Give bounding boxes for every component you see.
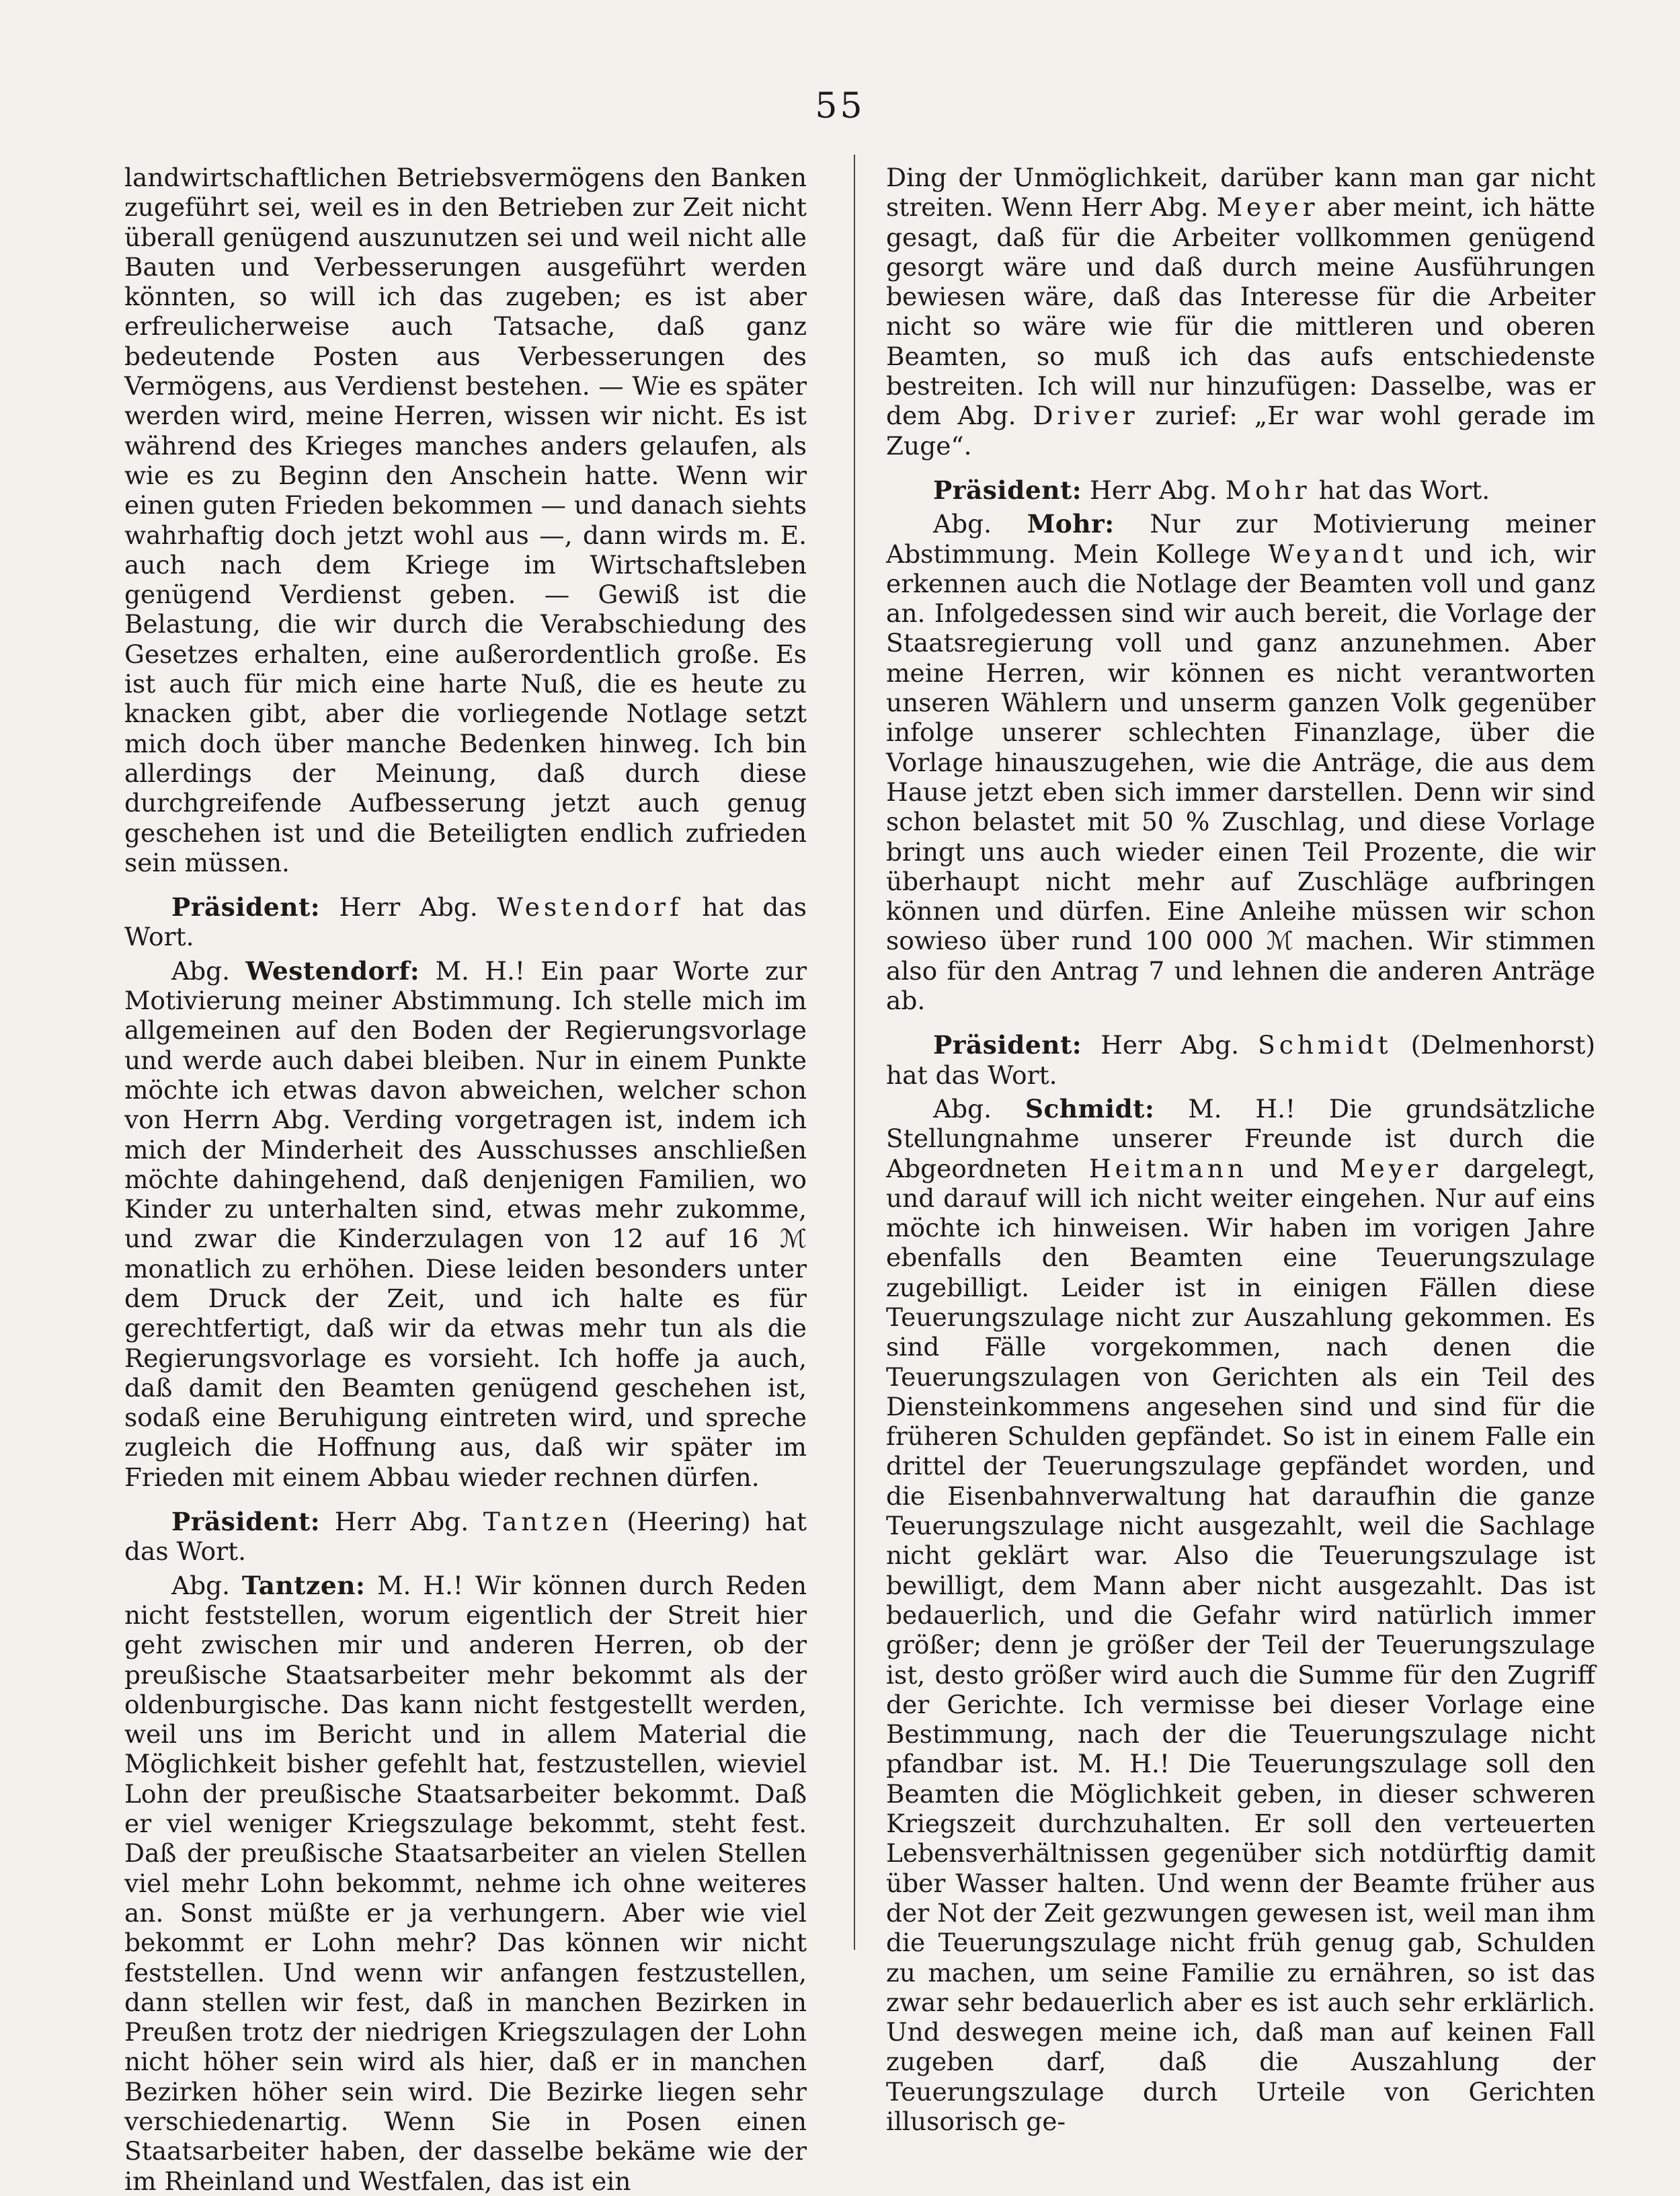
president-heading (886, 475, 1595, 505)
person-name: Meyer (1340, 1153, 1442, 1183)
speech-text: zurief: „Er war wohl gerade im Zuge“. (886, 401, 1595, 461)
abg-prefix: Abg. (171, 955, 231, 986)
heading-text: Herr Abg. (339, 892, 478, 923)
person-name: Heitmann (1088, 1153, 1248, 1183)
speaker-label: Präsident: (933, 475, 1082, 505)
abg-prefix: Abg. (933, 509, 992, 539)
right-column (886, 163, 1595, 2136)
heading-text: hat das Wort. (124, 892, 807, 952)
column-divider (854, 155, 855, 1950)
speaker-name: Westendorf (497, 892, 683, 923)
speech-text: aber meint, ich hätte gesagt, daß für die Arbeiter vollkommen genügend gesorgt wäre und daß durch meine Ausführungen bewiesen wäre, daß das Interesse für die Arbeiter nicht so wäre wie für die mittleren und oberen Beamten, so muß ich das aufs entschiedenste bestreiten. Ich will nur hinzufügen: Dasselbe, was er dem Abg. (886, 192, 1595, 431)
speech-text: M. H.! Wir können durch Reden nicht feststellen, worum eigentlich der Streit hier geht zwischen mir und anderen Herren, ob der preußische Staatsarbeiter mehr bekommt als der oldenburgische. Das kann nicht festgestellt werden, weil uns im Bericht und in allem Material die Möglichkeit bisher gefehlt hat, festzustellen, wieviel Lohn der preußische Staatsarbeiter bekommt. Daß er viel weniger Kriegszulage bekommt, steht fest. Daß der preußische Staatsarbeiter an vielen Stellen viel mehr Lohn bekommt, nehme ich ohne weiteres an. Sonst müßte er ja verhungern. Aber wie viel bekommt er Lohn mehr? Das können wir nicht feststellen. Und wenn wir anfangen festzustellen, dann stellen wir fest, daß in manchen Bezirken in Preußen trotz der niedrigen Kriegszulagen der Lohn nicht höher sein wird als hier, daß er in manchen Bezirken höher sein wird. Die Bezirke liegen sehr verschiedenartig. Wenn Sie in Posen einen Staatsarbeiter haben, der dasselbe bekäme wie der im Rheinland und Westfalen, das ist ein (124, 1570, 807, 2196)
person-name: Meyer (1216, 192, 1319, 223)
speech-text: M. H.! Ein paar Worte zur Motivierung meiner Abstimmung. Ich stelle mich im allgemeinen auf den Boden der Regierungsvorlage und werde auch dabei bleiben. Nur in einem Punkte möchte ich etwas davon abweichen, welcher schon von Herrn Abg. Verding vorgetragen ist, indem ich mich der Minderheit des Ausschusses anschließen möchte dahingehend, daß denjenigen Familien, wo Kinder zu unterhalten sind, etwas mehr zukomme, und zwar die Kinderzulagen von 12 auf 16 ℳ monatlich zu erhöhen. Diese leiden besonders unter dem Druck der Zeit, und ich halte es für gerechtfertigt, daß wir da etwas mehr tun als die Regierungsvorlage es vorsieht. Ich hoffe ja auch, daß damit den Beamten genügend geschehen ist, sodaß eine Beruhigung eintreten wird, und spreche zugleich die Hoffnung aus, daß wir später im Frieden mit einem Abbau wieder rechnen dürfen. (124, 955, 807, 1492)
paragraph-continuation (886, 163, 1595, 461)
speech-text: und (1269, 1153, 1318, 1183)
heading-text: hat das Wort. (1318, 475, 1490, 505)
speech-westendorf (124, 956, 807, 1492)
speaker-label: Präsident: (933, 1030, 1082, 1060)
heading-text: Herr Abg. (1101, 1030, 1240, 1060)
speech-text: Nur zur Motivierung meiner Abstimmung. Mein Kollege (886, 509, 1596, 569)
heading-text: Herr Abg. (1090, 475, 1217, 505)
person-name: Driver (1033, 401, 1139, 431)
speaker-name: Mohr (1225, 475, 1311, 505)
speech-text: M. H.! Die grundsätzliche Stellungnahme unserer Freunde ist durch die Abgeordneten (886, 1093, 1595, 1183)
paragraph-continuation: landwirtschaftlichen Betriebsvermögens den Banken zugeführt sei, weil es in den Betrieben zur Zeit nicht überall genügend auszunutzen sei und weil nicht alle Bauten und Verbesserungen ausgeführt werden könnten, so will ich das zugeben; es ist aber erfreulicherweise auch Tatsache, daß ganz bedeutende Posten aus Verbesserungen des Vermögens, aus Verdienst bestehen. — Wie es später werden wird, meine Herren, wissen wir nicht. Es ist während des Krieges manches anders gelaufen, als wie es zu Beginn den Anschein hatte. Wenn wir einen guten Frieden bekommen — und danach siehts wahrhaftig doch jetzt wohl aus —, dann wirds m. E. auch nach dem Kriege im Wirtschaftsleben genügend Verdienst geben. — Gewiß ist die Belastung, die wir durch die Verabschiedung des Gesetzes erhalten, eine außerordentlich große. Es ist auch für mich eine harte Nuß, die es heute zu knacken gibt, aber die vorliegende Notlage setzt mich doch über manche Bedenken hinweg. Ich bin allerdings der Meinung, daß durch diese durchgreifende Aufbesserung jetzt auch genug geschehen ist und die Beteiligten endlich zufrieden sein müssen. (124, 163, 807, 877)
speaker-label: Schmidt: (1025, 1093, 1155, 1124)
president-heading (886, 1030, 1595, 1090)
speaker-label: Tantzen: (241, 1570, 366, 1600)
speaker-name: Schmidt (1258, 1030, 1392, 1060)
speaker-label: Präsident: (171, 1507, 321, 1537)
speech-text: Ding der Unmöglichkeit, darüber kann man gar nicht streiten. Wenn Herr Abg. (886, 163, 1595, 223)
heading-text: Herr Abg. (334, 1507, 469, 1537)
president-heading (124, 1507, 807, 1567)
speaker-label: Präsident: (171, 892, 321, 923)
abg-prefix: Abg. (933, 1093, 992, 1124)
left-column (124, 163, 807, 2196)
heading-text: (Heering) hat das Wort. (124, 1507, 807, 1567)
speech-text: und ich, wir erkennen auch die Notlage der Beamten voll und ganz an. Infolgedessen sind wir auch bereit, die Vorlage der Staatsregierung voll und ganz anzunehmen. Aber meine Herren, wir können es nicht verantworten unseren Wählern und unserm ganzen Volk gegenüber infolge unserer schlechten Finanzlage, über die Vorlage hinauszugehen, wie die Anträge, die aus dem Hause jetzt eben sich immer darstellen. Denn wir sind schon belastet mit 50 % Zuschlag, und diese Vorlage bringt uns auch wieder einen Teil Prozente, die wir überhaupt nicht mehr auf Zuschläge aufbringen können und dürfen. Eine Anleihe müssen wir schon sowieso über rund 100 000 ℳ machen. Wir stimmen also für den Antrag 7 und lehnen die anderen Anträge ab. (886, 539, 1596, 1016)
speech-mohr (886, 509, 1595, 1015)
heading-text: (Delmenhorst) hat das Wort. (886, 1030, 1596, 1090)
speech-schmidt (886, 1094, 1595, 2136)
speaker-label: Mohr: (1027, 509, 1115, 539)
abg-prefix: Abg. (171, 1570, 231, 1600)
speaker-label: Westendorf: (245, 955, 420, 986)
speaker-name: Tantzen (483, 1507, 612, 1537)
person-name: Weyandt (1268, 539, 1407, 569)
speech-tantzen (124, 1571, 807, 2196)
speech-text: dargelegt, und darauf will ich nicht weiter eingehen. Nur auf eins möchte ich hinweisen. Wir haben im vorigen Jahre ebenfalls den Beamten eine Teuerungszulage zugebilligt. Leider ist in einigen Fällen diese Teuerungszulage nicht zur Auszahlung gekommen. Es sind Fälle vorgekommen, nach denen die Teuerungszulagen von Gerichten als ein Teil des Diensteinkommens angesehen sind und sind für die früheren Schulden gepfändet. So ist in einem Falle ein drittel der Teuerungszulage gepfändet worden, und die Eisenbahnverwaltung hat daraufhin die ganze Teuerungszulage nicht ausgezahlt, weil die Sachlage nicht geklärt war. Also die Teuerungszulage ist bewilligt, dem Mann aber nicht ausgezahlt. Das ist bedauerlich, und die Gefahr wird natürlich immer größer; denn je größer der Teil der Teuerungszulage ist, desto größer wird auch die Summe für den Zugriff der Gerichte. Ich vermisse bei dieser Vorlage eine Bestimmung, nach der die Teuerungszulage nicht pfandbar ist. M. H.! Die Teuerungszulage soll den Beamten die Möglichkeit geben, in dieser schweren Kriegszeit durchzuhalten. Er soll den verteuerten Lebensverhältnissen gegenüber sich notdürftig damit über Wasser halten. Und wenn der Beamte früher aus der Not der Zeit gezwungen gewesen ist, weil man ihm die Teuerungszulage nicht früh genug gab, Schulden zu machen, um seine Familie zu ernähren, so ist das zwar sehr bedauerlich aber es ist auch sehr erklärlich. Und deswegen meine ich, daß man auf keinen Fall zugeben darf, daß die Auszahlung der Teuerungszulage durch Urteile von Gerichten illusorisch ge- (886, 1153, 1596, 2136)
president-heading (124, 892, 807, 952)
page-number: 55 (815, 86, 865, 126)
